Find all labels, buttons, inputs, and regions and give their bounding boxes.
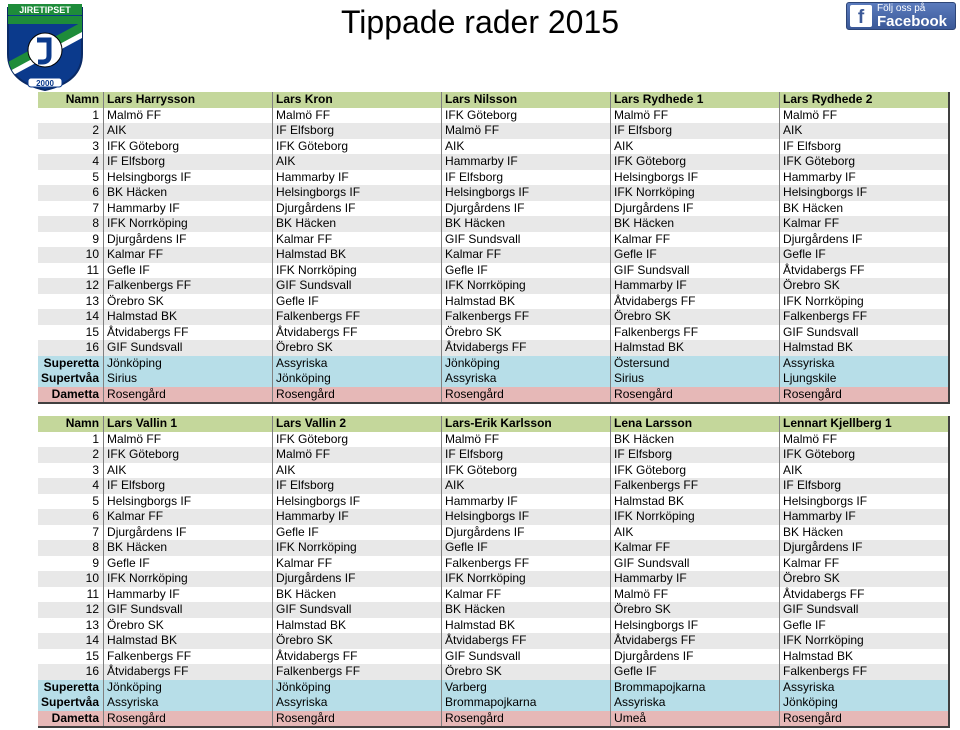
team-cell: Åtvidabergs FF <box>273 649 442 665</box>
team-cell: Malmö FF <box>780 432 950 448</box>
team-cell: BK Häcken <box>104 185 273 201</box>
team-cell: Halmstad BK <box>611 340 780 356</box>
team-cell: BK Häcken <box>780 525 950 541</box>
rank-number: 8 <box>38 216 104 232</box>
person-name: Lars Nilsson <box>442 92 611 108</box>
team-cell: Rosengård <box>273 387 442 404</box>
team-cell: IFK Norrköping <box>780 294 950 310</box>
team-cell: Varberg <box>442 680 611 696</box>
team-cell: Kalmar FF <box>611 540 780 556</box>
team-cell: Falkenbergs FF <box>104 278 273 294</box>
person-name: Lars Rydhede 1 <box>611 92 780 108</box>
table-row <box>38 123 949 139</box>
team-cell: Hammarby IF <box>780 170 950 186</box>
table-row <box>38 201 949 217</box>
team-cell: IFK Norrköping <box>611 509 780 525</box>
table-row <box>38 278 949 294</box>
team-cell: Jönköping <box>104 680 273 696</box>
team-cell: Falkenbergs FF <box>104 649 273 665</box>
team-cell: IF Elfsborg <box>273 123 442 139</box>
team-cell: Falkenbergs FF <box>780 664 950 680</box>
team-cell: Helsingborgs IF <box>780 494 950 510</box>
team-cell: AIK <box>780 463 950 479</box>
team-cell: Helsingborgs IF <box>780 185 950 201</box>
person-name: Lennart Kjellberg 1 <box>780 416 950 432</box>
team-cell: IF Elfsborg <box>780 478 950 494</box>
team-cell: GIF Sundsvall <box>611 263 780 279</box>
team-cell: Brommapojkarna <box>442 695 611 711</box>
team-cell: Åtvidabergs FF <box>442 340 611 356</box>
team-cell: Halmstad BK <box>273 618 442 634</box>
team-cell: GIF Sundsvall <box>104 602 273 618</box>
team-cell: Gefle IF <box>104 263 273 279</box>
table-row <box>38 649 949 665</box>
team-cell: Halmstad BK <box>104 309 273 325</box>
team-cell: Örebro SK <box>273 340 442 356</box>
rank-number: 1 <box>92 431 100 446</box>
team-cell: Östersund <box>611 356 780 372</box>
rank-number: 7 <box>92 200 100 215</box>
team-cell: Åtvidabergs FF <box>780 263 950 279</box>
extra-row <box>38 680 949 696</box>
league-label: Dametta <box>38 711 104 728</box>
table-row <box>38 170 949 186</box>
team-cell: Sirius <box>104 371 273 387</box>
extra-row <box>38 387 949 404</box>
person-name: Lars-Erik Karlsson <box>442 416 611 432</box>
team-cell: Kalmar FF <box>442 247 611 263</box>
team-cell: GIF Sundsvall <box>273 278 442 294</box>
team-cell: Rosengård <box>442 711 611 728</box>
team-cell: AIK <box>442 139 611 155</box>
rank-number: 2 <box>38 123 104 139</box>
team-cell: Jönköping <box>442 356 611 372</box>
team-cell: GIF Sundsvall <box>442 649 611 665</box>
team-cell: Kalmar FF <box>273 232 442 248</box>
team-cell: Assyriska <box>780 356 950 372</box>
team-cell: Örebro SK <box>273 633 442 649</box>
team-cell: IFK Göteborg <box>611 154 780 170</box>
team-cell: Åtvidabergs FF <box>104 325 273 341</box>
team-cell: Helsingborgs IF <box>611 618 780 634</box>
table-row <box>38 294 949 310</box>
table-row <box>38 540 949 556</box>
rank-number: 10 <box>38 571 104 587</box>
team-cell: Rosengård <box>442 387 611 404</box>
team-cell: Åtvidabergs FF <box>611 294 780 310</box>
table-row <box>38 556 949 572</box>
team-cell: Falkenbergs FF <box>611 478 780 494</box>
team-cell: AIK <box>442 478 611 494</box>
team-cell: IFK Göteborg <box>780 154 950 170</box>
rank-number: 15 <box>85 648 100 663</box>
team-cell: Jönköping <box>104 356 273 372</box>
table-row <box>38 325 949 341</box>
rank-number: 9 <box>92 555 100 570</box>
team-cell: Kalmar FF <box>273 556 442 572</box>
facebook-follow-button[interactable] <box>846 2 956 30</box>
team-cell: Ljungskile <box>780 371 950 387</box>
team-cell: Helsingborgs IF <box>611 170 780 186</box>
team-cell: IFK Norrköping <box>442 571 611 587</box>
team-cell: Assyriska <box>611 695 780 711</box>
team-cell: Djurgårdens IF <box>104 525 273 541</box>
team-cell: Halmstad BK <box>442 294 611 310</box>
team-cell: Örebro SK <box>104 294 273 310</box>
extra-row <box>38 711 949 728</box>
team-cell: Rosengård <box>273 711 442 728</box>
table-row <box>38 263 949 279</box>
team-cell: BK Häcken <box>442 602 611 618</box>
person-name: Lars Vallin 1 <box>104 416 273 432</box>
league-label: Superetta <box>38 680 104 696</box>
team-cell: GIF Sundsvall <box>273 602 442 618</box>
team-cell: AIK <box>780 123 950 139</box>
team-cell: IFK Norrköping <box>611 185 780 201</box>
team-cell: Kalmar FF <box>442 587 611 603</box>
team-cell: AIK <box>273 463 442 479</box>
team-cell: IFK Göteborg <box>780 447 950 463</box>
team-cell: Gefle IF <box>442 263 611 279</box>
rank-number: 3 <box>92 462 100 477</box>
table-header-row <box>38 416 949 432</box>
rank-number: 10 <box>38 247 104 263</box>
team-cell: BK Häcken <box>442 216 611 232</box>
team-cell: Djurgårdens IF <box>780 540 950 556</box>
team-cell: Assyriska <box>273 356 442 372</box>
team-cell: Hammarby IF <box>273 509 442 525</box>
team-cell: Gefle IF <box>780 247 950 263</box>
rank-number: 9 <box>92 231 100 246</box>
team-cell: Malmö FF <box>780 108 950 124</box>
team-cell: GIF Sundsvall <box>442 232 611 248</box>
rank-number: 8 <box>38 540 104 556</box>
team-cell: Gefle IF <box>611 247 780 263</box>
team-cell: Kalmar FF <box>780 556 950 572</box>
table-row <box>38 525 949 541</box>
team-cell: Kalmar FF <box>104 247 273 263</box>
team-cell: Hammarby IF <box>611 571 780 587</box>
rank-number: 13 <box>85 293 100 308</box>
team-cell: BK Häcken <box>611 432 780 448</box>
team-cell: IF Elfsborg <box>273 478 442 494</box>
team-cell: IF Elfsborg <box>611 447 780 463</box>
rank-number: 6 <box>38 509 104 525</box>
team-cell: Djurgårdens IF <box>273 201 442 217</box>
team-cell: Djurgårdens IF <box>273 571 442 587</box>
rank-number: 7 <box>92 524 100 539</box>
rank-number: 11 <box>86 262 100 277</box>
team-cell: Falkenbergs FF <box>273 664 442 680</box>
rank-number: 12 <box>38 278 104 294</box>
team-cell: Djurgårdens IF <box>442 201 611 217</box>
team-cell: Falkenbergs FF <box>442 556 611 572</box>
team-cell: IF Elfsborg <box>104 154 273 170</box>
team-cell: Djurgårdens IF <box>611 649 780 665</box>
team-cell: Falkenbergs FF <box>273 309 442 325</box>
team-cell: BK Häcken <box>611 216 780 232</box>
team-cell: Halmstad BK <box>780 340 950 356</box>
rank-number: 12 <box>38 602 104 618</box>
rank-number: 5 <box>92 493 100 508</box>
team-cell: Halmstad BK <box>611 494 780 510</box>
team-cell: IFK Göteborg <box>104 447 273 463</box>
table-row <box>38 571 949 587</box>
team-cell: Halmstad BK <box>104 633 273 649</box>
team-cell: Jönköping <box>273 371 442 387</box>
team-cell: Malmö FF <box>273 447 442 463</box>
table-row <box>38 587 949 603</box>
team-cell: Jönköping <box>273 680 442 696</box>
team-cell: IFK Norrköping <box>780 633 950 649</box>
team-cell: AIK <box>273 154 442 170</box>
team-cell: IFK Norrköping <box>273 540 442 556</box>
team-cell: Falkenbergs FF <box>442 309 611 325</box>
rank-number: 5 <box>92 169 100 184</box>
team-cell: Jönköping <box>780 695 950 711</box>
tips-table-1 <box>38 92 950 404</box>
team-cell: IFK Norrköping <box>104 571 273 587</box>
extra-row <box>38 695 949 711</box>
team-cell: Rosengård <box>780 387 950 404</box>
team-cell: Rosengård <box>104 711 273 728</box>
table-row <box>38 309 949 325</box>
rank-number: 15 <box>85 324 100 339</box>
team-cell: Malmö FF <box>442 123 611 139</box>
team-cell: Helsingborgs IF <box>104 170 273 186</box>
rank-number: 1 <box>92 107 100 122</box>
team-cell: Helsingborgs IF <box>273 494 442 510</box>
table-row <box>38 108 949 124</box>
rank-number: 14 <box>38 309 104 325</box>
team-cell: IFK Göteborg <box>611 463 780 479</box>
table-header-row <box>38 92 949 108</box>
team-cell: Åtvidabergs FF <box>611 633 780 649</box>
rank-number: 13 <box>85 617 100 632</box>
team-cell: Malmö FF <box>611 108 780 124</box>
team-cell: Assyriska <box>442 371 611 387</box>
team-cell: Kalmar FF <box>780 216 950 232</box>
team-cell: Helsingborgs IF <box>104 494 273 510</box>
league-label: Superetta <box>38 356 104 372</box>
team-cell: IF Elfsborg <box>104 478 273 494</box>
team-cell: Hammarby IF <box>273 170 442 186</box>
table-row <box>38 602 949 618</box>
table-row <box>38 664 949 680</box>
team-cell: GIF Sundsvall <box>780 602 950 618</box>
team-cell: Malmö FF <box>442 432 611 448</box>
tips-table-2 <box>38 416 950 728</box>
team-cell: Assyriska <box>273 695 442 711</box>
team-cell: IF Elfsborg <box>780 139 950 155</box>
rank-number: 4 <box>38 154 104 170</box>
extra-row <box>38 371 949 387</box>
team-cell: Djurgårdens IF <box>780 232 950 248</box>
team-cell: Brommapojkarna <box>611 680 780 696</box>
team-cell: Örebro SK <box>442 664 611 680</box>
team-cell: IF Elfsborg <box>442 170 611 186</box>
team-cell: Hammarby IF <box>611 278 780 294</box>
person-name: Lena Larsson <box>611 416 780 432</box>
rank-number: 16 <box>38 340 104 356</box>
team-cell: Hammarby IF <box>780 509 950 525</box>
team-cell: Falkenbergs FF <box>780 309 950 325</box>
team-cell: BK Häcken <box>273 216 442 232</box>
team-cell: Djurgårdens IF <box>442 525 611 541</box>
team-cell: Gefle IF <box>780 618 950 634</box>
team-cell: Rosengård <box>780 711 950 728</box>
team-cell: IFK Göteborg <box>273 432 442 448</box>
table-row <box>38 340 949 356</box>
table-row <box>38 216 949 232</box>
table-row <box>38 139 949 155</box>
rank-number: 14 <box>38 633 104 649</box>
team-cell: GIF Sundsvall <box>611 556 780 572</box>
person-name: Lars Harrysson <box>104 92 273 108</box>
team-cell: Malmö FF <box>611 587 780 603</box>
team-cell: Assyriska <box>780 680 950 696</box>
team-cell: AIK <box>611 525 780 541</box>
rank-number: 3 <box>92 138 100 153</box>
team-cell: Åtvidabergs FF <box>104 664 273 680</box>
team-cell: IFK Norrköping <box>442 278 611 294</box>
facebook-icon: f <box>850 5 872 27</box>
team-cell: Assyriska <box>104 695 273 711</box>
name-column-label: Namn <box>38 416 104 432</box>
team-cell: Sirius <box>611 371 780 387</box>
team-cell: Hammarby IF <box>104 201 273 217</box>
team-cell: GIF Sundsvall <box>780 325 950 341</box>
team-cell: AIK <box>611 139 780 155</box>
team-cell: Halmstad BK <box>442 618 611 634</box>
page-title: Tippade rader 2015 <box>340 4 620 40</box>
team-cell: Gefle IF <box>273 525 442 541</box>
team-cell: Örebro SK <box>611 309 780 325</box>
league-label: Supertvåa <box>38 695 104 711</box>
rank-number: 16 <box>38 664 104 680</box>
table-row <box>38 478 949 494</box>
team-cell: IFK Göteborg <box>273 139 442 155</box>
team-cell: Rosengård <box>611 387 780 404</box>
league-label: Supertvåa <box>38 371 104 387</box>
rank-number: 11 <box>86 586 100 601</box>
rank-number: 4 <box>38 478 104 494</box>
team-cell: Gefle IF <box>442 540 611 556</box>
table-row <box>38 447 949 463</box>
table-row <box>38 185 949 201</box>
table-row <box>38 618 949 634</box>
table-row <box>38 633 949 649</box>
logo-bottom-text: 2000 <box>36 79 54 88</box>
team-cell: Örebro SK <box>611 602 780 618</box>
team-cell: Åtvidabergs FF <box>780 587 950 603</box>
facebook-line2: Facebook <box>877 12 948 30</box>
table-row <box>38 463 949 479</box>
team-cell: IF Elfsborg <box>611 123 780 139</box>
logo-top-text: JIRETIPSET <box>19 5 71 15</box>
table-row <box>38 494 949 510</box>
team-cell: Malmö FF <box>104 108 273 124</box>
table-row <box>38 247 949 263</box>
team-cell: IF Elfsborg <box>442 447 611 463</box>
team-cell: Gefle IF <box>611 664 780 680</box>
team-cell: BK Häcken <box>780 201 950 217</box>
team-cell: Gefle IF <box>104 556 273 572</box>
team-cell: Hammarby IF <box>442 494 611 510</box>
team-cell: BK Häcken <box>273 587 442 603</box>
team-cell: Falkenbergs FF <box>611 325 780 341</box>
table-row <box>38 232 949 248</box>
team-cell: IFK Norrköping <box>104 216 273 232</box>
rank-number: 2 <box>38 447 104 463</box>
team-cell: IFK Norrköping <box>273 263 442 279</box>
team-cell: Helsingborgs IF <box>442 185 611 201</box>
table-row <box>38 509 949 525</box>
team-cell: Hammarby IF <box>442 154 611 170</box>
team-cell: Kalmar FF <box>104 509 273 525</box>
team-cell: Umeå <box>611 711 780 728</box>
team-cell: IFK Göteborg <box>442 108 611 124</box>
table-row <box>38 154 949 170</box>
team-cell: AIK <box>104 123 273 139</box>
rank-number: 6 <box>38 185 104 201</box>
team-cell: Djurgårdens IF <box>611 201 780 217</box>
team-cell: Halmstad BK <box>273 247 442 263</box>
league-label: Dametta <box>38 387 104 404</box>
team-cell: Åtvidabergs FF <box>273 325 442 341</box>
team-cell: Halmstad BK <box>780 649 950 665</box>
team-cell: Örebro SK <box>104 618 273 634</box>
team-cell: GIF Sundsvall <box>104 340 273 356</box>
extra-row <box>38 356 949 372</box>
team-cell: AIK <box>104 463 273 479</box>
team-cell: Hammarby IF <box>104 587 273 603</box>
team-cell: Rosengård <box>104 387 273 404</box>
facebook-line1: Följ oss på <box>877 2 926 14</box>
name-column-label: Namn <box>38 92 104 108</box>
team-cell: Örebro SK <box>442 325 611 341</box>
table-row <box>38 432 949 448</box>
team-cell: Örebro SK <box>780 571 950 587</box>
team-cell: BK Häcken <box>104 540 273 556</box>
team-cell: Djurgårdens IF <box>104 232 273 248</box>
person-name: Lars Kron <box>273 92 442 108</box>
team-cell: Helsingborgs IF <box>273 185 442 201</box>
team-cell: Åtvidabergs FF <box>442 633 611 649</box>
person-name: Lars Rydhede 2 <box>780 92 950 108</box>
team-cell: Örebro SK <box>780 278 950 294</box>
team-cell: Helsingborgs IF <box>442 509 611 525</box>
team-cell: IFK Göteborg <box>104 139 273 155</box>
team-cell: Malmö FF <box>273 108 442 124</box>
team-cell: Malmö FF <box>104 432 273 448</box>
team-cell: Gefle IF <box>273 294 442 310</box>
team-cell: Kalmar FF <box>611 232 780 248</box>
team-cell: IFK Göteborg <box>442 463 611 479</box>
person-name: Lars Vallin 2 <box>273 416 442 432</box>
